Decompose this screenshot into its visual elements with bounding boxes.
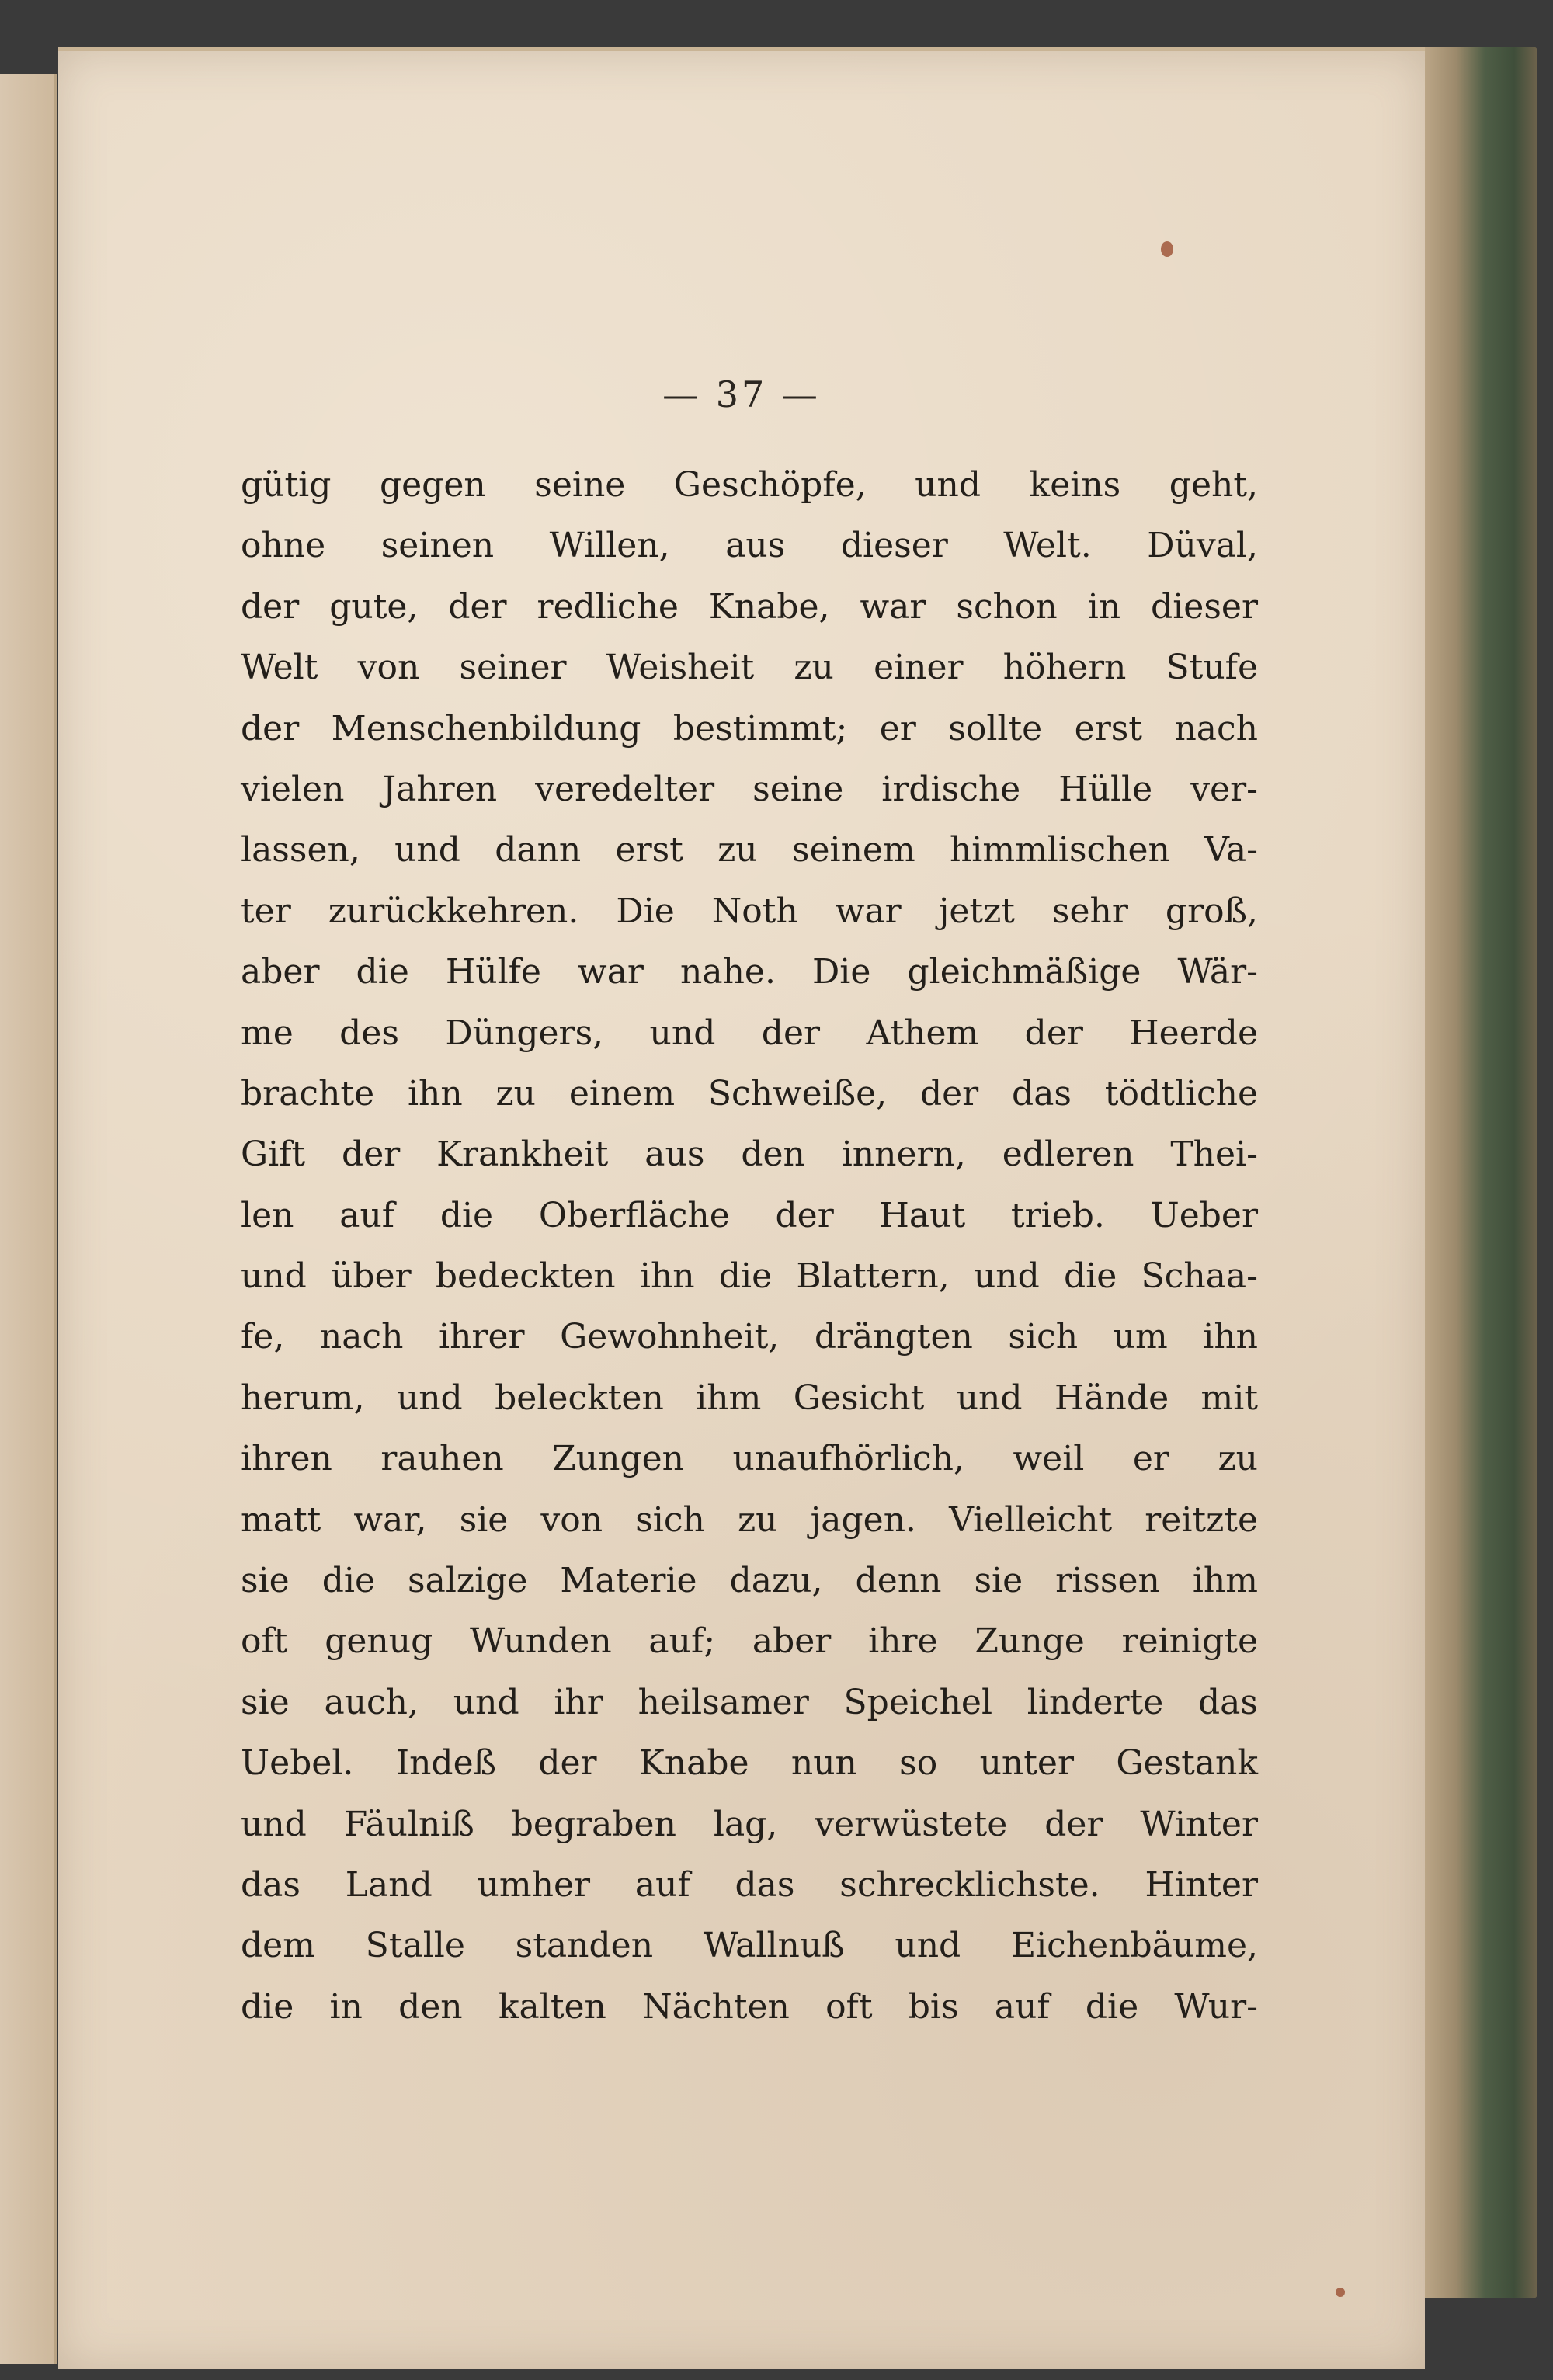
text-line: len auf die Oberfläche der Haut trieb. Ueber xyxy=(241,1195,1258,1235)
text-line: sie die salzige Materie dazu, denn sie rissen ihm xyxy=(241,1561,1258,1601)
text-line: der gute, der redliche Knabe, war schon in dieser xyxy=(241,586,1258,627)
text-line: vielen Jahren veredelter seine irdische Hülle ver- xyxy=(241,769,1258,809)
text-line: ihren rauhen Zungen unaufhörlich, weil er zu xyxy=(241,1439,1258,1479)
book-page xyxy=(58,47,1425,2369)
text-line: herum, und beleckten ihm Gesicht und Hände mit xyxy=(241,1378,1258,1418)
text-line: brachte ihn zu einem Schweiße, der das tödtliche xyxy=(241,1073,1258,1114)
text-line: Welt von seiner Weisheit zu einer höhern Stufe xyxy=(241,648,1258,688)
text-line: die in den kalten Nächten oft bis auf die Wur- xyxy=(241,1986,1258,2027)
text-line: matt war, sie von sich zu jagen. Vielleicht reitzte xyxy=(241,1499,1258,1540)
book-edge-right xyxy=(1421,47,1537,2298)
text-line: das Land umher auf das schrecklichste. Hinter xyxy=(241,1864,1258,1905)
text-line: gütig gegen seine Geschöpfe, und keins geht, xyxy=(241,465,1258,505)
text-line: und Fäulniß begraben lag, verwüstete der Winter xyxy=(241,1804,1258,1844)
text-line: aber die Hülfe war nahe. Die gleichmäßige Wär- xyxy=(241,952,1258,992)
text-line: der Menschenbildung bestimmt; er sollte erst nach xyxy=(241,708,1258,749)
text-line: dem Stalle standen Wallnuß und Eichenbäume, xyxy=(241,1926,1258,1966)
text-line: sie auch, und ihr heilsamer Speichel linderte das xyxy=(241,1682,1258,1722)
text-line: lassen, und dann erst zu seinem himmlischen Va- xyxy=(241,830,1258,870)
text-line: me des Düngers, und der Athem der Heerde xyxy=(241,1013,1258,1053)
text-line: fe, nach ihrer Gewohnheit, drängten sich um ihn xyxy=(241,1317,1258,1357)
text-line: Uebel. Indeß der Knabe nun so unter Gestank xyxy=(241,1743,1258,1784)
page-number: — 37 — xyxy=(662,374,821,415)
text-line: oft genug Wunden auf; aber ihre Zunge reinigte xyxy=(241,1621,1258,1662)
facing-page-edge xyxy=(0,74,57,2364)
paper-stain xyxy=(1336,2288,1345,2297)
page-text xyxy=(241,455,1258,2038)
text-line: ter zurückkehren. Die Noth war jetzt sehr groß, xyxy=(241,891,1258,931)
text-line: ohne seinen Willen, aus dieser Welt. Düval, xyxy=(241,526,1258,566)
text-line: und über bedeckten ihn die Blattern, und die Schaa- xyxy=(241,1256,1258,1297)
text-line: Gift der Krankheit aus den innern, edleren Thei- xyxy=(241,1134,1258,1175)
paper-stain xyxy=(1161,241,1173,257)
